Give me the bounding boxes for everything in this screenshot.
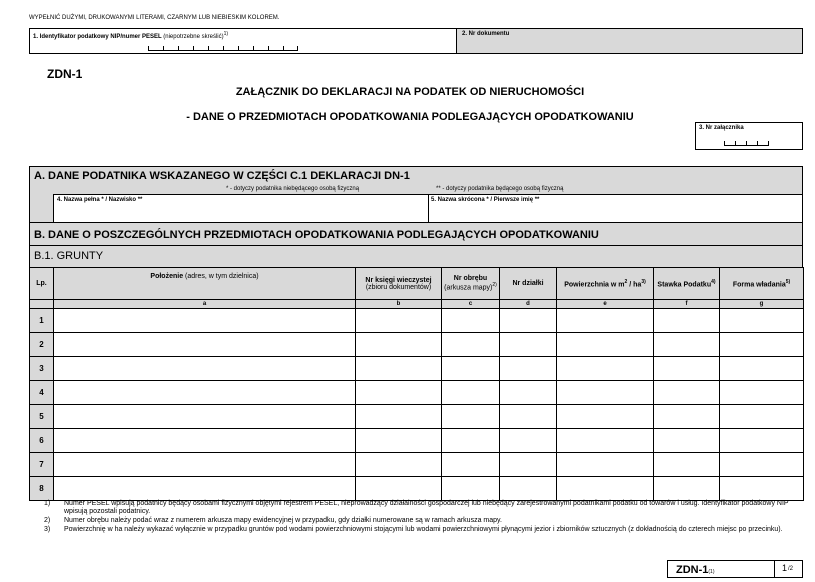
cell-location[interactable] bbox=[54, 429, 356, 453]
section-a-fields bbox=[53, 194, 802, 222]
footnote: 3) Powierzchnię w ha należy wykazać wyłącznie w przypadku gruntów pod wodami powierzchniowymi stojącymi lub wodami powierzchniowymi płynącymi jezior i zbiorników sztucznych (z dokładnością do czterech miejsc po przecinku). bbox=[44, 526, 783, 533]
cell-land-register[interactable] bbox=[356, 477, 442, 501]
table-row bbox=[30, 405, 804, 429]
cell-rate[interactable] bbox=[654, 381, 720, 405]
cell-location[interactable] bbox=[54, 333, 356, 357]
table-row bbox=[30, 429, 804, 453]
cell-rate[interactable] bbox=[654, 357, 720, 381]
section-b1-title: B.1. GRUNTY bbox=[34, 250, 104, 262]
cell-precinct[interactable] bbox=[442, 453, 500, 477]
table-header-row bbox=[30, 268, 804, 300]
cell-area[interactable] bbox=[557, 453, 654, 477]
cell-land-register[interactable] bbox=[356, 309, 442, 333]
col-lp-letter bbox=[30, 300, 54, 309]
header-box bbox=[29, 28, 803, 54]
cell-area[interactable] bbox=[557, 333, 654, 357]
col-f-header: Stawka Podatku$^{4)}$ bbox=[654, 268, 720, 300]
cell-precinct[interactable] bbox=[442, 429, 500, 453]
cell-area[interactable] bbox=[557, 477, 654, 501]
cell-location[interactable] bbox=[54, 477, 356, 501]
table-row bbox=[30, 357, 804, 381]
full-name-label: 4. Nazwa pełna * / Nazwisko ** bbox=[57, 197, 143, 203]
col-a-header: Położenie (adres, w tym dzielnica) bbox=[54, 268, 356, 300]
row-number: 7 bbox=[30, 453, 54, 477]
page-number: 1 /2 bbox=[774, 561, 804, 577]
footnote: 1) Numer PESEL wpisują podatnicy będący osobami fizycznymi objętymi rejestrem PESEL, nieprowadzący działalności gospodarczej lub niebędący zarejestrowanymi podatnikami podatku od towarów i usług. Identyfikator podatkowy NIP wpisują pozostali podatnicy. bbox=[44, 500, 789, 515]
col-b-header: Nr księgi wieczystej (zbioru dokumentów) bbox=[356, 268, 442, 300]
cell-location[interactable] bbox=[54, 357, 356, 381]
col-letter: b bbox=[356, 300, 442, 309]
col-letter: e bbox=[557, 300, 654, 309]
cell-ownership[interactable] bbox=[720, 453, 804, 477]
cell-area[interactable] bbox=[557, 381, 654, 405]
cell-land-register[interactable] bbox=[356, 357, 442, 381]
footnote: 2) Numer obrębu należy podać wraz z numerem arkusza mapy ewidencyjnej w przypadku, gdy działki numerowane są w ramach arkusza mapy. bbox=[44, 517, 502, 524]
full-name-field[interactable] bbox=[54, 195, 429, 222]
cell-precinct[interactable] bbox=[442, 357, 500, 381]
cell-land-register[interactable] bbox=[356, 405, 442, 429]
col-letter: f bbox=[654, 300, 720, 309]
page-title: ZAŁĄCZNIK DO DEKLARACJI NA PODATEK OD NIERUCHOMOŚCI bbox=[235, 86, 585, 98]
attachment-number-field[interactable] bbox=[695, 122, 803, 150]
page-subtitle: - DANE O PRZEDMIOTACH OPODATKOWANIA PODLEGAJĄCYCH OPODATKOWANIU bbox=[186, 111, 634, 123]
cell-plot[interactable] bbox=[500, 333, 557, 357]
cell-precinct[interactable] bbox=[442, 333, 500, 357]
section-b-title: B. DANE O POSZCZEGÓLNYCH PRZEDMIOTACH OPODATKOWANIA PODLEGAJĄCYCH OPODATKOWANIU bbox=[34, 229, 599, 241]
table-row bbox=[30, 381, 804, 405]
col-g-header: Forma władania$^{5)}$ bbox=[720, 268, 804, 300]
footer-form-code: ZDN-1(1) bbox=[676, 564, 715, 576]
cell-rate[interactable] bbox=[654, 309, 720, 333]
table-row bbox=[30, 309, 804, 333]
table-row bbox=[30, 333, 804, 357]
table-row bbox=[30, 477, 804, 501]
row-number: 2 bbox=[30, 333, 54, 357]
col-letter: a bbox=[54, 300, 356, 309]
cell-plot[interactable] bbox=[500, 357, 557, 381]
section-a-title: A. DANE PODATNIKA WSKAZANEGO W CZĘŚCI C.1 DEKLARACJI DN-1 bbox=[34, 170, 410, 182]
cell-area[interactable] bbox=[557, 429, 654, 453]
form-code: ZDN-1 bbox=[47, 67, 83, 81]
land-table bbox=[29, 267, 804, 501]
cell-rate[interactable] bbox=[654, 477, 720, 501]
row-number: 3 bbox=[30, 357, 54, 381]
cell-plot[interactable] bbox=[500, 381, 557, 405]
col-letter: c bbox=[442, 300, 500, 309]
section-a bbox=[29, 166, 803, 223]
attachment-comb bbox=[724, 140, 769, 146]
cell-rate[interactable] bbox=[654, 429, 720, 453]
cell-ownership[interactable] bbox=[720, 405, 804, 429]
cell-plot[interactable] bbox=[500, 429, 557, 453]
cell-area[interactable] bbox=[557, 309, 654, 333]
col-lp-header: Lp. bbox=[30, 268, 54, 300]
col-letter: g bbox=[720, 300, 804, 309]
row-number: 6 bbox=[30, 429, 54, 453]
cell-ownership[interactable] bbox=[720, 333, 804, 357]
row-number: 1 bbox=[30, 309, 54, 333]
cell-ownership[interactable] bbox=[720, 381, 804, 405]
cell-location[interactable] bbox=[54, 309, 356, 333]
col-d-header: Nr działki bbox=[500, 268, 557, 300]
cell-location[interactable] bbox=[54, 453, 356, 477]
table-letters-row bbox=[30, 300, 804, 309]
short-name-field[interactable] bbox=[429, 195, 801, 222]
col-letter: d bbox=[500, 300, 557, 309]
row-number: 4 bbox=[30, 381, 54, 405]
cell-precinct[interactable] bbox=[442, 309, 500, 333]
cell-precinct[interactable] bbox=[442, 381, 500, 405]
row-number: 8 bbox=[30, 477, 54, 501]
col-c-header: Nr obrębu (arkusza mapy)$^{2)}$ bbox=[442, 268, 500, 300]
cell-location[interactable] bbox=[54, 381, 356, 405]
short-name-label: 5. Nazwa skrócona * / Pierwsze imię ** bbox=[431, 197, 540, 203]
cell-area[interactable] bbox=[557, 405, 654, 429]
instruction-text: WYPEŁNIĆ DUŻYMI, DRUKOWANYMI LITERAMI, CZARNYM LUB NIEBIESKIM KOLOREM. bbox=[29, 15, 280, 21]
cell-rate[interactable] bbox=[654, 405, 720, 429]
cell-location[interactable] bbox=[54, 405, 356, 429]
cell-precinct[interactable] bbox=[442, 405, 500, 429]
cell-ownership[interactable] bbox=[720, 357, 804, 381]
cell-land-register[interactable] bbox=[356, 333, 442, 357]
cell-ownership[interactable] bbox=[720, 477, 804, 501]
cell-land-register[interactable] bbox=[356, 453, 442, 477]
section-b bbox=[29, 222, 803, 268]
document-number-label: 2. Nr dokumentu bbox=[462, 31, 510, 37]
cell-rate[interactable] bbox=[654, 333, 720, 357]
nip-pesel-field[interactable] bbox=[30, 29, 457, 53]
col-e-header: Powierzchnia w $m^2 / ha^{3)}$ bbox=[557, 268, 654, 300]
cell-land-register[interactable] bbox=[356, 381, 442, 405]
cell-rate[interactable] bbox=[654, 453, 720, 477]
cell-land-register[interactable] bbox=[356, 429, 442, 453]
footer-box bbox=[667, 560, 803, 578]
note-non-individual: * - dotyczy podatnika niebędącego osobą fizyczną bbox=[226, 186, 360, 192]
cell-area[interactable] bbox=[557, 357, 654, 381]
cell-plot[interactable] bbox=[500, 309, 557, 333]
footnotes bbox=[44, 500, 804, 534]
cell-plot[interactable] bbox=[500, 453, 557, 477]
cell-precinct[interactable] bbox=[442, 477, 500, 501]
nip-pesel-label: 1. Identyfikator podatkowy NIP/numer PESEL (niepotrzebne skreślić)$^{1)}$ bbox=[33, 31, 229, 40]
row-number: 5 bbox=[30, 405, 54, 429]
cell-plot[interactable] bbox=[500, 405, 557, 429]
cell-ownership[interactable] bbox=[720, 429, 804, 453]
cell-plot[interactable] bbox=[500, 477, 557, 501]
table-row bbox=[30, 453, 804, 477]
note-individual: ** - dotyczy podatnika będącego osobą fizyczną bbox=[436, 186, 564, 192]
cell-ownership[interactable] bbox=[720, 309, 804, 333]
attachment-number-label: 3. Nr załącznika bbox=[699, 125, 744, 131]
nip-comb bbox=[148, 45, 298, 51]
